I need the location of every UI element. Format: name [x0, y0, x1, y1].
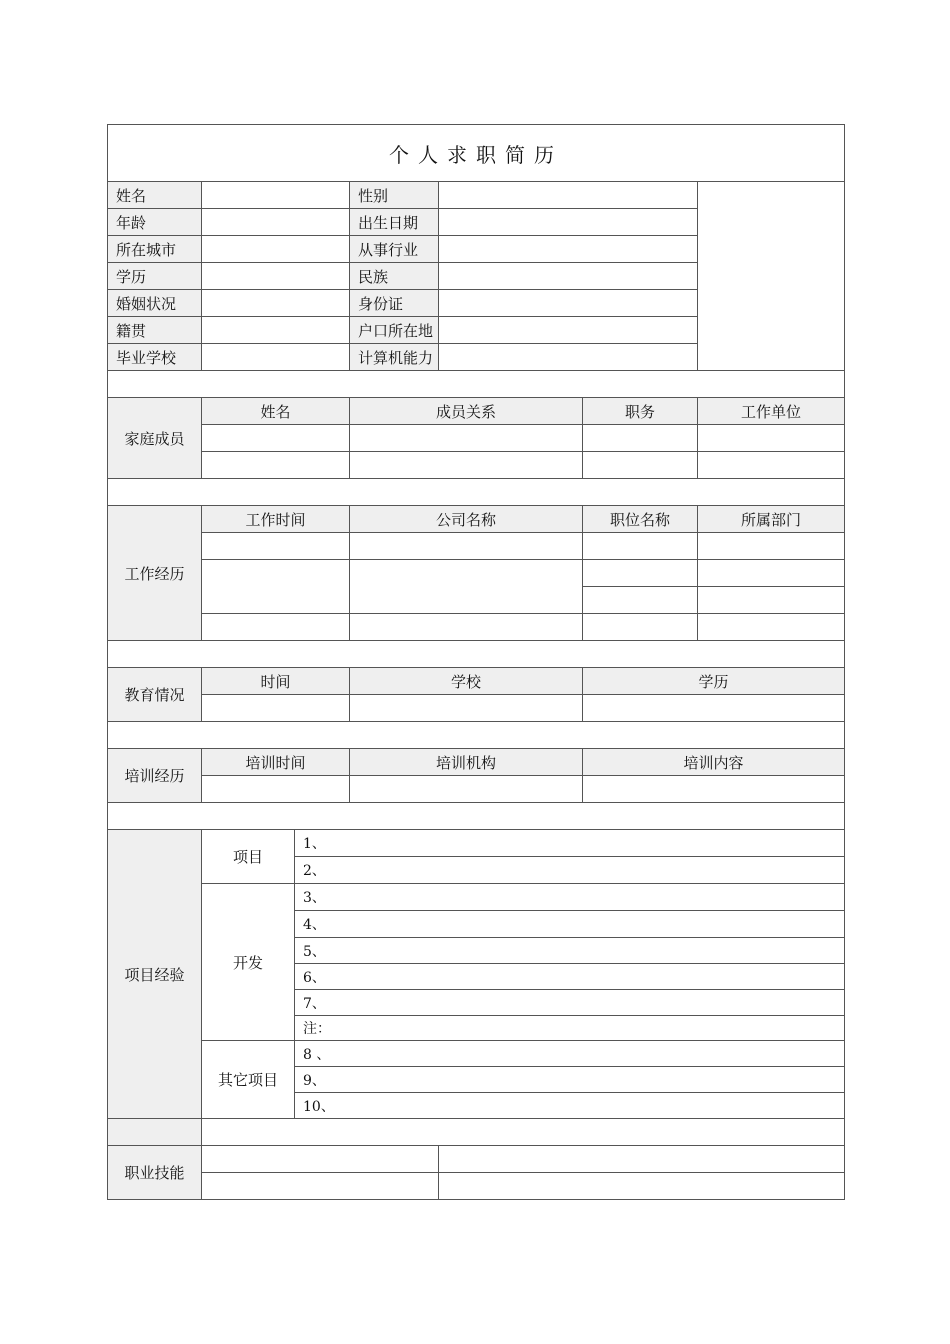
family-cell[interactable] — [698, 425, 845, 452]
work-cell[interactable] — [698, 587, 845, 614]
family-header-relation: 成员关系 — [350, 398, 583, 425]
training-label: 培训经历 — [108, 749, 202, 803]
spacer-side — [108, 1119, 202, 1146]
field-industry[interactable] — [439, 236, 698, 263]
training-header-institution: 培训机构 — [350, 749, 583, 776]
work-header-time: 工作时间 — [202, 506, 350, 533]
label-computer-skill: 计算机能力 — [350, 344, 439, 371]
work-cell[interactable] — [350, 614, 583, 641]
family-cell[interactable] — [350, 452, 583, 479]
family-cell[interactable] — [583, 452, 698, 479]
label-id-card: 身份证 — [350, 290, 439, 317]
field-computer-skill[interactable] — [439, 344, 698, 371]
skills-cell[interactable] — [439, 1173, 845, 1200]
family-header-position: 职务 — [583, 398, 698, 425]
field-marital[interactable] — [202, 290, 350, 317]
resume-form — [107, 124, 844, 1200]
education-cell[interactable] — [583, 695, 845, 722]
family-cell[interactable] — [698, 452, 845, 479]
spacer-row — [108, 479, 845, 506]
family-label: 家庭成员 — [108, 398, 202, 479]
education-header-degree: 学历 — [583, 668, 845, 695]
work-cell[interactable] — [202, 560, 350, 614]
label-name: 姓名 — [108, 182, 202, 209]
photo-box[interactable] — [698, 182, 845, 371]
training-header-time: 培训时间 — [202, 749, 350, 776]
work-cell[interactable] — [350, 560, 583, 614]
skills-label: 职业技能 — [108, 1146, 202, 1200]
spacer-row — [108, 641, 845, 668]
label-city: 所在城市 — [108, 236, 202, 263]
work-cell[interactable] — [583, 560, 698, 587]
skills-cell[interactable] — [202, 1146, 439, 1173]
training-cell[interactable] — [350, 776, 583, 803]
field-degree[interactable] — [202, 263, 350, 290]
project-item[interactable]: 1、 — [295, 830, 845, 857]
spacer-row — [108, 722, 845, 749]
work-header-title: 职位名称 — [583, 506, 698, 533]
field-native-place[interactable] — [202, 317, 350, 344]
education-label: 教育情况 — [108, 668, 202, 722]
label-birthdate: 出生日期 — [350, 209, 439, 236]
field-age[interactable] — [202, 209, 350, 236]
work-cell[interactable] — [698, 560, 845, 587]
family-cell[interactable] — [202, 452, 350, 479]
field-gender[interactable] — [439, 182, 698, 209]
project-item[interactable]: 6、 — [295, 964, 845, 990]
label-age: 年龄 — [108, 209, 202, 236]
field-birthdate[interactable] — [439, 209, 698, 236]
label-school: 毕业学校 — [108, 344, 202, 371]
project-item[interactable]: 2、 — [295, 857, 845, 884]
spacer-row — [202, 1119, 845, 1146]
education-header-time: 时间 — [202, 668, 350, 695]
family-header-employer: 工作单位 — [698, 398, 845, 425]
label-native-place: 籍贯 — [108, 317, 202, 344]
work-cell[interactable] — [583, 614, 698, 641]
project-group-development: 开发 — [202, 884, 295, 1041]
training-header-content: 培训内容 — [583, 749, 845, 776]
field-ethnicity[interactable] — [439, 263, 698, 290]
label-marital: 婚姻状况 — [108, 290, 202, 317]
work-cell[interactable] — [698, 614, 845, 641]
work-header-department: 所属部门 — [698, 506, 845, 533]
education-header-school: 学校 — [350, 668, 583, 695]
project-note[interactable]: 注： — [295, 1016, 845, 1041]
work-cell[interactable] — [583, 587, 698, 614]
project-group-project: 项目 — [202, 830, 295, 884]
label-gender: 性别 — [350, 182, 439, 209]
spacer-row — [108, 803, 845, 830]
project-item[interactable]: 8 、 — [295, 1041, 845, 1067]
resume-table — [107, 124, 845, 1200]
field-household[interactable] — [439, 317, 698, 344]
training-cell[interactable] — [583, 776, 845, 803]
field-id-card[interactable] — [439, 290, 698, 317]
projects-label: 项目经验 — [108, 830, 202, 1119]
project-item[interactable]: 4、 — [295, 911, 845, 938]
label-household: 户口所在地 — [350, 317, 439, 344]
work-cell[interactable] — [202, 614, 350, 641]
label-ethnicity: 民族 — [350, 263, 439, 290]
family-cell[interactable] — [350, 425, 583, 452]
training-cell[interactable] — [202, 776, 350, 803]
field-name[interactable] — [202, 182, 350, 209]
field-city[interactable] — [202, 236, 350, 263]
education-cell[interactable] — [202, 695, 350, 722]
work-label: 工作经历 — [108, 506, 202, 641]
field-school[interactable] — [202, 344, 350, 371]
education-cell[interactable] — [350, 695, 583, 722]
skills-cell[interactable] — [202, 1173, 439, 1200]
work-header-company: 公司名称 — [350, 506, 583, 533]
project-item[interactable]: 3、 — [295, 884, 845, 911]
label-degree: 学历 — [108, 263, 202, 290]
family-header-name: 姓名 — [202, 398, 350, 425]
family-cell[interactable] — [583, 425, 698, 452]
project-item[interactable]: 5、 — [295, 938, 845, 964]
family-cell[interactable] — [202, 425, 350, 452]
work-cell[interactable] — [350, 533, 583, 560]
project-group-other: 其它项目 — [202, 1041, 295, 1119]
project-item[interactable]: 9、 — [295, 1067, 845, 1093]
work-cell[interactable] — [202, 533, 350, 560]
work-cell[interactable] — [698, 533, 845, 560]
project-item[interactable]: 7、 — [295, 990, 845, 1016]
label-industry: 从事行业 — [350, 236, 439, 263]
skills-cell[interactable] — [439, 1146, 845, 1173]
work-cell[interactable] — [583, 533, 698, 560]
page-title: 个人求职简历 — [108, 125, 845, 182]
spacer-row — [108, 371, 845, 398]
project-item[interactable]: 10、 — [295, 1093, 845, 1119]
